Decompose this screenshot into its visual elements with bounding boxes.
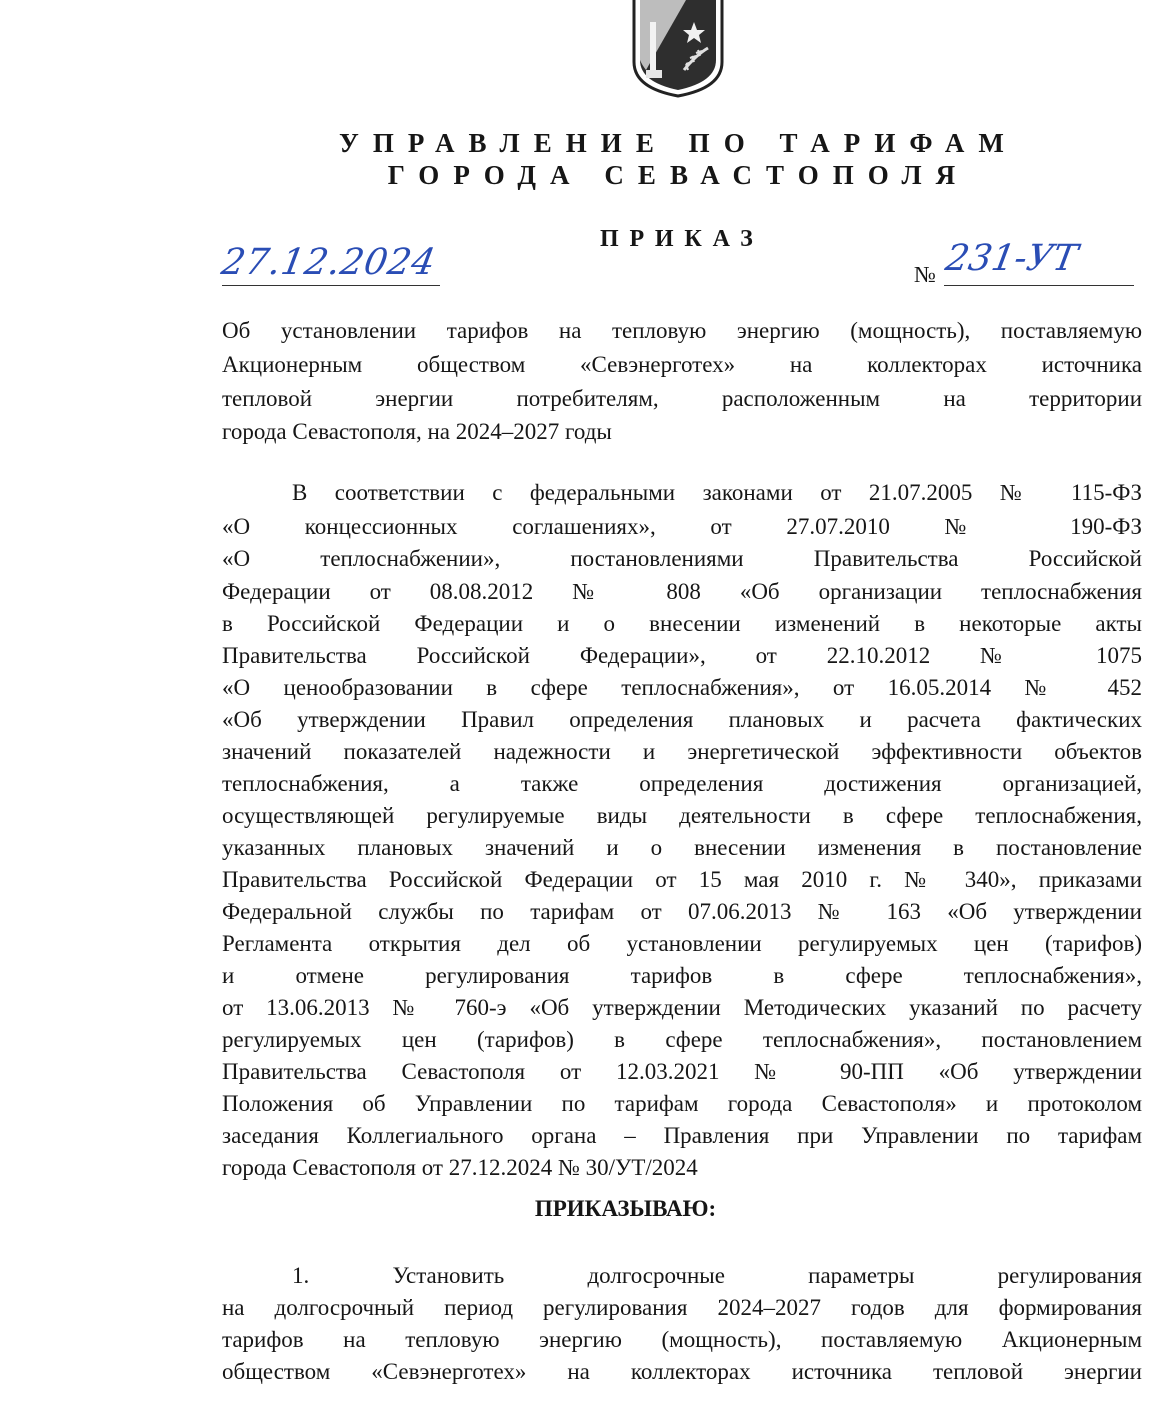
- preamble-line: значений показателей надежности и энергетической эффективности объектов: [222, 739, 1142, 764]
- preamble-line: Федеральной службы по тарифам от 07.06.2013 № 163 «Об утверждении: [222, 899, 1142, 924]
- preamble-line: «О ценообразовании в сфере теплоснабжения», от 16.05.2014 № 452: [222, 675, 1142, 700]
- number-label: №: [914, 262, 936, 287]
- item-line: на долгосрочный период регулирования 2024–2027 годов для формирования: [222, 1295, 1142, 1320]
- preamble-line: В соответствии с федеральными законами от 21.07.2005 № 115-ФЗ: [292, 480, 1142, 505]
- title-line: Об установлении тарифов на тепловую энергию (мощность), поставляемую: [222, 318, 1142, 343]
- preamble-line: регулируемых цен (тарифов) в сфере теплоснабжения», постановлением: [222, 1027, 1142, 1052]
- preamble-line: и отмене регулирования тарифов в сфере теплоснабжения»,: [222, 963, 1142, 988]
- title-line: города Севастополя, на 2024–2027 годы: [222, 419, 612, 444]
- preamble-line: Регламента открытия дел об установлении регулируемых цен (тарифов): [222, 931, 1142, 956]
- item-line: 1. Установить долгосрочные параметры регулирования: [292, 1263, 1142, 1288]
- organization-name-line-2: ГОРОДА СЕВАСТОПОЛЯ: [387, 160, 970, 190]
- preamble-line: города Севастополя от 27.12.2024 № 30/УТ/2024: [222, 1155, 698, 1180]
- preamble-line: Правительства Российской Федерации от 15 мая 2010 г. № 340», приказами: [222, 867, 1142, 892]
- item-line: тарифов на тепловую энергию (мощность), поставляемую Акционерным: [222, 1327, 1142, 1352]
- preamble-line: «Об утверждении Правил определения плановых и расчета фактических: [222, 707, 1142, 732]
- preamble-line: осуществляющей регулируемые виды деятельности в сфере теплоснабжения,: [222, 803, 1142, 828]
- preamble-line: «О концессионных соглашениях», от 27.07.2010 № 190-ФЗ: [222, 514, 1142, 539]
- preamble-line: «О теплоснабжении», постановлениями Правительства Российской: [222, 546, 1142, 571]
- preamble-line: теплоснабжения, а также определения достижения организацией,: [222, 771, 1142, 796]
- coat-of-arms-icon: [626, 0, 730, 98]
- document-date: 27.12.2024: [218, 242, 439, 283]
- organization-name-line-1: УПРАВЛЕНИЕ ПО ТАРИФАМ: [339, 128, 1018, 158]
- preamble-line: Федерации от 08.08.2012 № 808 «Об организации теплоснабжения: [222, 579, 1142, 604]
- title-line: тепловой энергии потребителям, расположенным на территории: [222, 386, 1142, 411]
- preamble-line: Правительства Севастополя от 12.03.2021 № 90-ПП «Об утверждении: [222, 1059, 1142, 1084]
- document-number: 231-УТ: [942, 238, 1081, 279]
- order-heading: ПРИКАЗЫВАЮ:: [534, 1196, 717, 1221]
- preamble-line: указанных плановых значений и о внесении изменения в постановление: [222, 835, 1142, 860]
- preamble-line: заседания Коллегиального органа – Правления при Управлении по тарифам: [222, 1123, 1142, 1148]
- document-type: ПРИКАЗ: [600, 226, 764, 252]
- item-line: обществом «Севэнерготех» на коллекторах источника тепловой энергии: [222, 1359, 1142, 1384]
- preamble-line: от 13.06.2013 № 760-э «Об утверждении Методических указаний по расчету: [222, 995, 1142, 1020]
- date-underline: [222, 285, 440, 286]
- title-line: Акционерным обществом «Севэнерготех» на коллекторах источника: [222, 352, 1142, 377]
- preamble-line: Правительства Российской Федерации», от 22.10.2012 № 1075: [222, 643, 1142, 668]
- preamble-line: в Российской Федерации и о внесении изменений в некоторые акты: [222, 611, 1142, 636]
- preamble-line: Положения об Управлении по тарифам города Севастополя» и протоколом: [222, 1091, 1142, 1116]
- number-underline: [944, 285, 1134, 286]
